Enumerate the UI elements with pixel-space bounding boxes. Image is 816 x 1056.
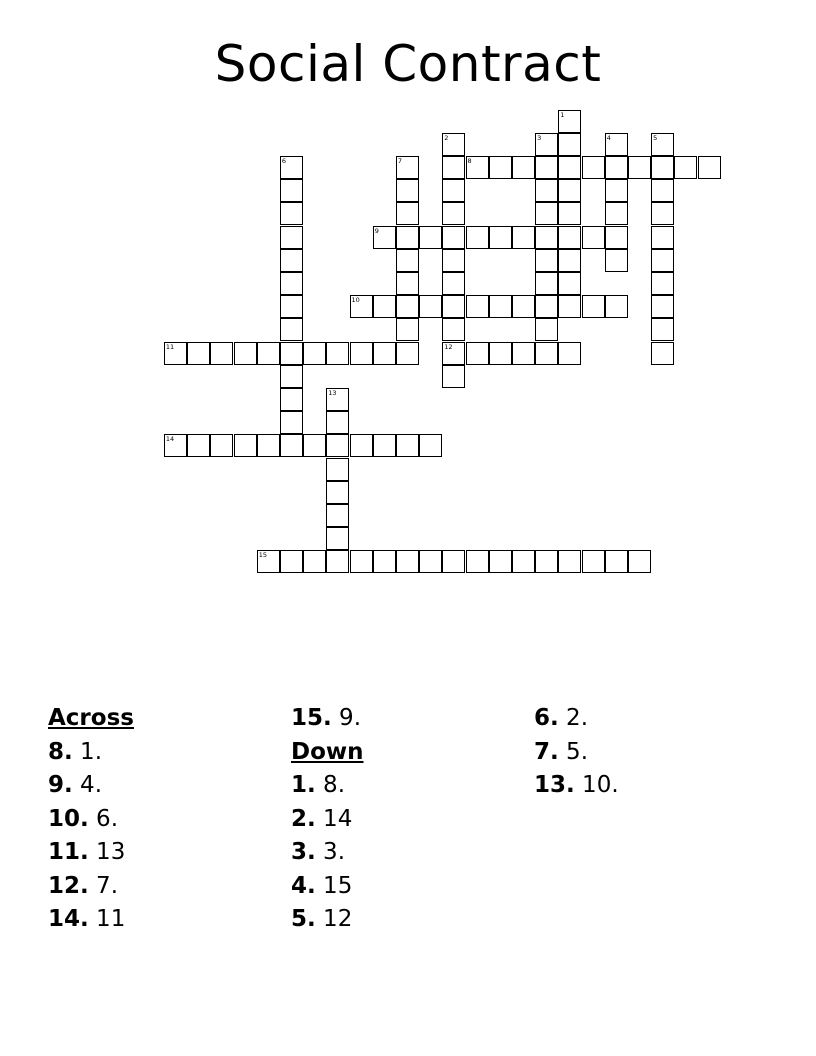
grid-cell[interactable] [651,249,674,272]
grid-cell[interactable] [396,179,419,202]
clue-number: 6. [534,705,559,731]
grid-cell[interactable] [164,342,187,365]
clue-text: 3. [315,839,346,865]
grid-cell[interactable] [396,156,419,179]
cell-number: 2 [444,133,449,142]
grid-cell[interactable] [651,272,674,295]
cell-number: 10 [351,296,360,305]
grid-cell[interactable] [558,550,581,573]
grid-cell[interactable] [396,342,419,365]
cell-number: 14 [165,435,175,444]
grid-cell[interactable] [489,156,512,179]
clue-text: 9. [331,705,362,731]
grid-cell[interactable] [210,434,233,457]
clue-number: 9. [48,772,73,798]
clue-item [291,803,364,837]
grid-cell[interactable] [280,342,303,365]
grid-cell[interactable] [350,550,373,573]
grid-cell[interactable] [582,295,605,318]
grid-cell[interactable] [350,295,373,318]
grid-cell[interactable] [466,295,489,318]
clue-column-1 [48,702,134,937]
grid-cell[interactable] [489,342,512,365]
grid-cell[interactable] [582,226,605,249]
grid-cell[interactable] [535,295,558,318]
grid-cell[interactable] [466,156,489,179]
grid-cell[interactable] [396,272,419,295]
grid-cell[interactable] [280,272,303,295]
grid-cell[interactable] [442,249,465,272]
grid-cell[interactable] [558,295,581,318]
grid-cell[interactable] [373,342,396,365]
grid-cell[interactable] [558,202,581,225]
grid-cell[interactable] [210,342,233,365]
grid-cell[interactable] [373,550,396,573]
clue-heading-label: Down [291,738,364,765]
grid-cell[interactable] [442,156,465,179]
grid-cell[interactable] [187,434,210,457]
grid-cell[interactable] [419,434,442,457]
clue-item [48,803,134,837]
grid-cell[interactable] [442,272,465,295]
grid-cell[interactable] [442,318,465,341]
grid-cell[interactable] [442,202,465,225]
grid-cell[interactable] [373,434,396,457]
grid-cell[interactable] [489,226,512,249]
grid-cell[interactable] [303,550,326,573]
grid-cell[interactable] [535,226,558,249]
clue-number: 5. [291,906,316,932]
grid-cell[interactable] [512,156,535,179]
grid-cell[interactable] [605,226,628,249]
grid-cell[interactable] [651,295,674,318]
cell-number: 15 [258,551,267,560]
grid-cell[interactable] [605,133,628,156]
clue-text: 8. [315,772,346,798]
grid-cell[interactable] [466,550,489,573]
clue-number: 3. [291,839,316,865]
clue-item [534,736,619,770]
grid-cell[interactable] [326,481,349,504]
clue-item [291,870,364,904]
clue-number: 14. [48,906,89,932]
cell-number: 7 [397,156,403,165]
clue-heading-label: Across [48,705,134,731]
grid-cell[interactable] [558,249,581,272]
grid-cell[interactable] [280,318,303,341]
grid-cell[interactable] [234,434,257,457]
grid-cell[interactable] [280,202,303,225]
grid-cell[interactable] [605,202,628,225]
clue-number: 4. [291,872,316,899]
grid-cell[interactable] [396,318,419,341]
grid-cell[interactable] [326,527,349,550]
cell-number: 9 [374,226,379,235]
grid-cell[interactable] [280,295,303,318]
grid-cell[interactable] [535,202,558,225]
grid-cell[interactable] [280,226,303,249]
grid-cell[interactable] [442,550,465,573]
cell-number: 12 [444,342,453,351]
grid-cell[interactable] [326,411,349,434]
puzzle-title: Social Contract [214,35,602,93]
clue-text: 11 [88,906,126,932]
grid-cell[interactable] [280,550,303,573]
grid-cell[interactable] [396,295,419,318]
clue-number: 8. [48,738,73,765]
grid-cell[interactable] [326,550,349,573]
grid-cell[interactable] [326,342,349,365]
grid-cell[interactable] [558,110,581,133]
cell-number: 1 [560,110,565,119]
grid-cell[interactable] [442,295,465,318]
cell-number: 8 [467,156,472,165]
grid-cell[interactable] [280,411,303,434]
grid-cell[interactable] [512,342,535,365]
clue-text: 13 [88,839,126,865]
clue-item [48,736,134,770]
clue-text: 1. [72,738,103,765]
grid-cell[interactable] [558,342,581,365]
grid-cell[interactable] [582,550,605,573]
clue-text: 5. [558,738,589,765]
clue-number: 1. [291,772,316,798]
grid-cell[interactable] [442,179,465,202]
grid-cell[interactable] [396,249,419,272]
grid-cell[interactable] [605,156,628,179]
grid-cell[interactable] [628,550,651,573]
cell-number: 13 [328,388,337,397]
grid-cell[interactable] [326,388,349,411]
grid-cell[interactable] [257,550,280,573]
clue-text: 15 [315,872,353,899]
grid-cell[interactable] [489,295,512,318]
clue-item [48,903,134,937]
grid-cell[interactable] [442,226,465,249]
clue-number: 12. [48,872,89,899]
grid-cell[interactable] [257,342,280,365]
grid-cell[interactable] [280,156,303,179]
clue-text: 10. [574,772,619,798]
grid-cell[interactable] [350,342,373,365]
clue-text: 14 [315,805,353,832]
grid-cell[interactable] [280,365,303,388]
grid-cell[interactable] [419,295,442,318]
grid-cell[interactable] [535,550,558,573]
cell-number: 11 [165,342,175,351]
grid-cell[interactable] [326,458,349,481]
clue-heading-across [48,702,134,736]
grid-cell[interactable] [558,272,581,295]
clue-item [291,702,364,736]
clue-text: 12 [315,906,353,932]
grid-cell[interactable] [280,249,303,272]
grid-cell[interactable] [396,434,419,457]
clue-number: 15. [291,705,332,731]
clue-column-3 [534,702,619,803]
cell-number: 5 [653,133,658,142]
grid-cell[interactable] [651,342,674,365]
grid-cell[interactable] [442,133,465,156]
grid-cell[interactable] [373,295,396,318]
grid-cell[interactable] [535,179,558,202]
clue-number: 13. [534,772,575,798]
grid-cell[interactable] [187,342,210,365]
clue-text: 7. [88,872,119,899]
grid-cell[interactable] [303,342,326,365]
grid-cell[interactable] [326,504,349,527]
cell-number: 3 [537,133,542,142]
grid-cell[interactable] [628,156,651,179]
grid-cell[interactable] [558,133,581,156]
clue-item [291,769,364,803]
grid-cell[interactable] [396,550,419,573]
grid-cell[interactable] [396,226,419,249]
grid-cell[interactable] [558,156,581,179]
grid-cell[interactable] [605,179,628,202]
clue-text: 2. [558,705,589,731]
grid-cell[interactable] [489,550,512,573]
grid-cell[interactable] [698,156,721,179]
cell-number: 4 [606,133,611,142]
grid-cell[interactable] [466,342,489,365]
clue-number: 7. [534,738,559,765]
grid-cell[interactable] [535,249,558,272]
grid-cell[interactable] [442,342,465,365]
grid-cell[interactable] [419,550,442,573]
grid-cell[interactable] [605,550,628,573]
grid-cell[interactable] [651,226,674,249]
grid-cell[interactable] [605,249,628,272]
grid-cell[interactable] [512,550,535,573]
clue-column-2 [291,702,364,937]
grid-cell[interactable] [466,226,489,249]
grid-cell[interactable] [512,226,535,249]
grid-cell[interactable] [605,295,628,318]
grid-cell[interactable] [164,434,187,457]
clue-number: 11. [48,839,89,865]
clue-item [291,836,364,870]
clue-item [534,769,619,803]
grid-cell[interactable] [651,318,674,341]
clue-number: 2. [291,805,316,832]
grid-cell[interactable] [651,133,674,156]
grid-cell[interactable] [558,226,581,249]
grid-cell[interactable] [234,342,257,365]
grid-cell[interactable] [535,156,558,179]
clue-item [534,702,619,736]
grid-cell[interactable] [558,179,581,202]
grid-cell[interactable] [651,202,674,225]
clue-item [48,870,134,904]
grid-cell[interactable] [674,156,697,179]
grid-cell[interactable] [280,179,303,202]
grid-cell[interactable] [303,434,326,457]
clue-number: 10. [48,805,89,832]
grid-cell[interactable] [257,434,280,457]
grid-cell[interactable] [582,156,605,179]
grid-cell[interactable] [280,434,303,457]
clue-item [291,903,364,937]
grid-cell[interactable] [396,202,419,225]
grid-cell[interactable] [651,179,674,202]
grid-cell[interactable] [373,226,396,249]
clue-item [48,836,134,870]
grid-cell[interactable] [326,434,349,457]
grid-cell[interactable] [419,226,442,249]
clue-heading-down [291,736,364,770]
grid-cell[interactable] [535,318,558,341]
clue-text: 6. [88,805,119,832]
grid-cell[interactable] [535,342,558,365]
grid-cell[interactable] [350,434,373,457]
clue-text: 4. [72,772,103,798]
cell-number: 6 [281,156,287,165]
grid-cell[interactable] [651,156,674,179]
grid-cell[interactable] [442,365,465,388]
grid-cell[interactable] [280,388,303,411]
grid-cell[interactable] [535,133,558,156]
grid-cell[interactable] [535,272,558,295]
clue-item [48,769,134,803]
grid-cell[interactable] [512,295,535,318]
